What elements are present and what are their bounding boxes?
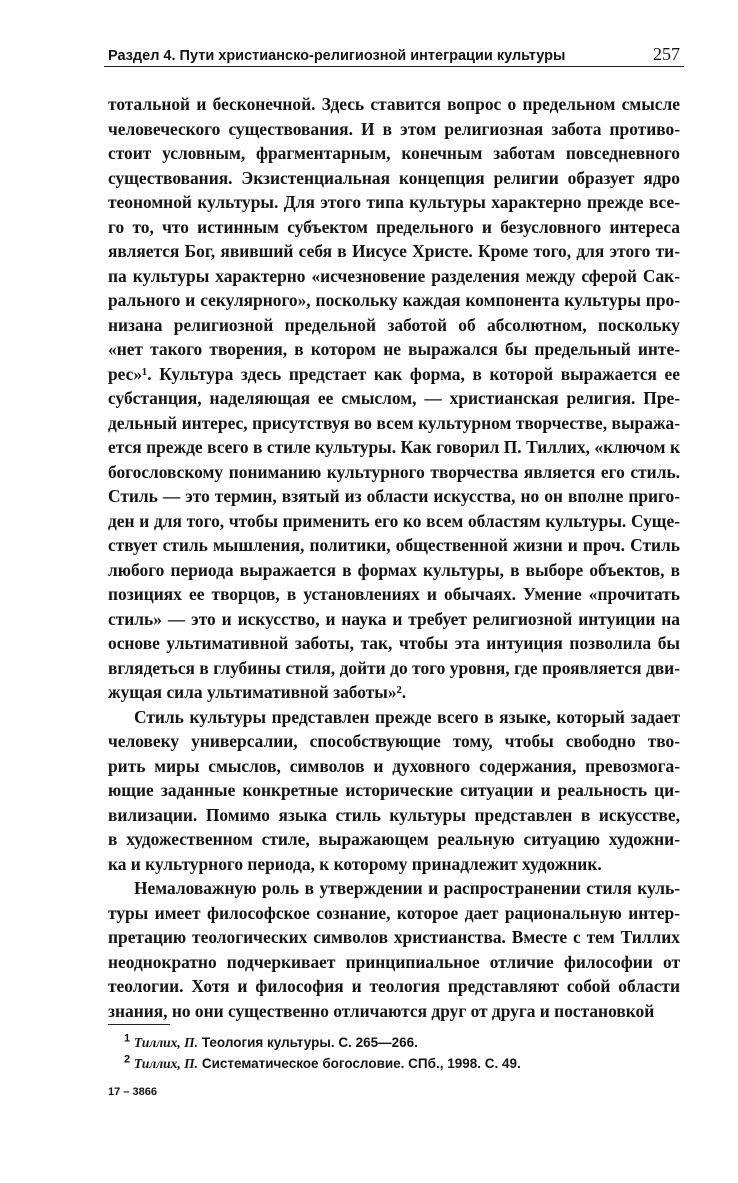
paragraph (108, 876, 680, 1023)
footnote-mark: 2 (124, 1053, 131, 1066)
text-line: рес»¹. Культура здесь предстает как форма, в которой выражается ее (108, 363, 680, 384)
text-line: па культуры характерно «исчезновение разделения между сферой Сак- (108, 265, 680, 286)
header-rule (104, 66, 684, 67)
text-line: неоднократно подчеркивает принципиальное отличие философии от (108, 951, 680, 972)
text-line: ствует стиль мышления, политики, общественной жизни и проч. Стиль (108, 535, 680, 555)
text-line: вглядеться в глубины стиля, дойти до того уровня, где проявляется дви- (108, 657, 680, 678)
text-line: богословскому пониманию культурного творчества является его стиль. (108, 461, 680, 482)
text-line: позициях ее творцов, в установлениях и обычаях. Умение «прочитать (108, 584, 680, 604)
running-header (108, 44, 680, 65)
text-line: человеку универсалии, способствующие тому, чтобы свободно тво- (108, 731, 680, 751)
text-line: ка и культурного периода, к которому принадлежит художник. (108, 853, 602, 874)
text-line: Немаловажную роль в утверждении и распространении стиля куль- (134, 878, 680, 898)
footnote (108, 1053, 680, 1074)
text-line: человеческого существования. И в этом религиозная забота противо- (108, 118, 680, 139)
printer-signature: 17 – 3866 (108, 1086, 157, 1098)
text-line: го то, что истинным субъектом предельного и безусловного интереса (108, 216, 680, 237)
text-line: рального и секулярного», поскольку каждая компонента культуры про- (108, 290, 680, 310)
page-number: 257 (653, 44, 680, 64)
text-line: является Бог, явивший себя в Иисусе Христе. Кроме того, для этого ти- (108, 241, 680, 261)
running-title: Раздел 4. Пути христианско-религиозной интеграции культуры (108, 48, 566, 64)
footnote-author: Тиллих, П. (133, 1035, 199, 1050)
text-line: низана религиозной предельной заботой об абсолютном, поскольку (108, 314, 680, 335)
footnote-text: Систематическое богословие. СПб., 1998. С. 49. (201, 1056, 521, 1071)
text-line: знания, но они существенно отличаются друг от друга и постановкой (108, 1000, 655, 1021)
text-line: тотальной и бесконечной. Здесь ставится вопрос о предельном смысле (108, 94, 680, 114)
main-text (108, 92, 680, 1023)
text-line: основе ультимативной заботы, так, чтобы эта интуиция позволила бы (108, 633, 680, 653)
text-line: рить миры смыслов, символов и духовного содержания, превозмога- (108, 755, 680, 776)
footnote-author: Тиллих, П. (133, 1056, 199, 1071)
footnote-text: Теология культуры. С. 265—266. (201, 1035, 418, 1050)
text-line: туры имеет философское сознание, которое дает рациональную интер- (108, 902, 680, 923)
text-line: теономной культуры. Для этого типа культуры характерно прежде все- (108, 192, 680, 212)
text-line: жущая сила ультимативной заботы»². (108, 682, 407, 702)
footnotes (108, 1032, 680, 1074)
text-line: в художественном стиле, выражающем реальную ситуацию художни- (108, 829, 680, 849)
text-line: стоит условным, фрагментарным, конечным заботам повседневного (108, 143, 680, 163)
text-line: «нет такого творения, в котором не выражался бы предельный инте- (108, 339, 680, 359)
text-line: стиль» — это и искусство, и наука и требует религиозной интуиции на (108, 608, 680, 629)
text-line: теологии. Хотя и философия и теология представляют собой области (108, 976, 680, 996)
text-line: Стиль культуры представлен прежде всего в языке, который задает (134, 706, 680, 727)
paragraph (108, 705, 680, 877)
text-line: претацию теологических символов христианства. Вместе с тем Тиллих (108, 927, 680, 947)
text-line: любого периода выражается в формах культуры, в выборе объектов, в (108, 559, 680, 580)
text-line: существования. Экзистенциальная концепция религии образует ядро (108, 167, 680, 188)
text-line: ден и для того, чтобы применить его ко всем областям культуры. Суще- (108, 510, 680, 531)
text-line: ется прежде всего в стиле культуры. Как говорил П. Тиллих, «ключом к (108, 437, 680, 457)
footnote-mark: 1 (124, 1032, 131, 1045)
text-line: ющие заданные конкретные исторические ситуации и реальность ци- (108, 780, 680, 800)
text-line: вилизации. Помимо языка стиль культуры представлен в искусстве, (108, 804, 680, 825)
footnote (108, 1032, 680, 1053)
text-line: субстанция, наделяющая ее смыслом, — христианская религия. Пре- (108, 388, 680, 408)
text-line: дельный интерес, присутствуя во всем культурном творчестве, выража- (108, 412, 680, 433)
paragraph (108, 92, 680, 705)
footnote-rule (108, 1024, 170, 1025)
text-line: Стиль — это термин, взятый из области искусства, но он вполне приго- (108, 486, 680, 506)
